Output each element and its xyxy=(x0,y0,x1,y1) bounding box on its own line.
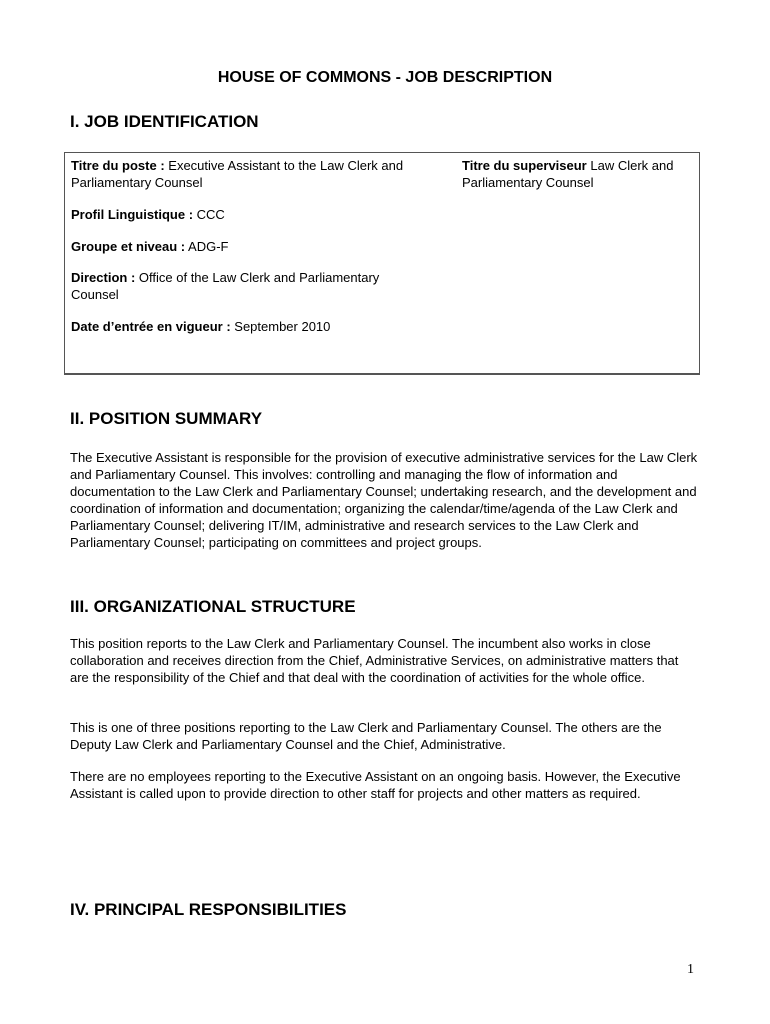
field-value-titre-du-superviseur: Law Clerk and Parliamentary Counsel xyxy=(462,158,674,190)
organizational-structure-paragraph-3: There are no employees reporting to the Executive Assistant on an ongoing basis. However, the Executive Assistant is called upon to provide direction to other staff for projects and other matters as required. xyxy=(70,769,681,801)
field-label-titre-du-superviseur: Titre du superviseur xyxy=(462,158,587,173)
organizational-structure-paragraph-1: This position reports to the Law Clerk and Parliamentary Counsel. The incumbent also works in close collaboration and receives direction from the Chief, Administrative Services, on administrative matters that are the responsibility of the Chief and that deal with the coordination of activities for the whole office. xyxy=(70,636,679,685)
field-label-groupe-et-niveau: Groupe et niveau : xyxy=(71,239,186,254)
page-number: 1 xyxy=(687,962,694,977)
section-heading-organizational-structure: III. ORGANIZATIONAL STRUCTURE xyxy=(70,597,356,616)
field-label-date-entree-en-vigueur: Date d’entrée en vigueur : xyxy=(71,319,231,334)
field-value-profil-linguistique: CCC xyxy=(193,207,225,222)
field-profil-linguistique xyxy=(71,207,446,224)
field-label-titre-du-poste: Titre du poste : xyxy=(71,158,165,173)
organizational-structure-paragraph-2: This is one of three positions reporting to the Law Clerk and Parliamentary Counsel. The others are the Deputy Law Clerk and Parliamentary Counsel and the Chief, Administrative. xyxy=(70,720,662,752)
field-direction xyxy=(71,270,416,303)
field-titre-du-poste xyxy=(71,158,446,191)
field-label-direction: Direction : xyxy=(71,270,136,285)
field-value-groupe-et-niveau: ADG-F xyxy=(185,239,229,254)
position-summary-paragraph: The Executive Assistant is responsible for the provision of executive administrative services for the Law Clerk and Parliamentary Counsel. This involves: controlling and managing the flow of information and documentation to the Law Clerk and Parliamentary Counsel; undertaking research, and the development and coordination of information and documentation; organizing the calendar/time/agenda of the Law Clerk and Parliamentary Counsel; delivering IT/IM, administrative and research services to the Law Clerk and Parliamentary Counsel; participating on committees and project groups. xyxy=(70,450,698,550)
section-heading-position-summary: II. POSITION SUMMARY xyxy=(70,409,263,428)
field-titre-du-superviseur xyxy=(462,158,697,191)
field-value-titre-du-poste: Executive Assistant to the Law Clerk and Parliamentary Counsel xyxy=(71,158,404,190)
document-title: HOUSE OF COMMONS - JOB DESCRIPTION xyxy=(217,69,553,86)
section-heading-principal-responsibilities: IV. PRINCIPAL RESPONSIBILITIES xyxy=(70,900,347,919)
field-date-entree-en-vigueur xyxy=(71,319,446,336)
field-value-date-entree-en-vigueur: September 2010 xyxy=(230,319,331,334)
section-heading-job-identification: I. JOB IDENTIFICATION xyxy=(70,112,259,131)
field-value-direction: Office of the Law Clerk and Parliamentary Counsel xyxy=(71,270,380,302)
field-label-profil-linguistique: Profil Linguistique : xyxy=(71,207,194,222)
field-groupe-et-niveau xyxy=(71,239,446,256)
job-identification-box xyxy=(64,152,700,374)
